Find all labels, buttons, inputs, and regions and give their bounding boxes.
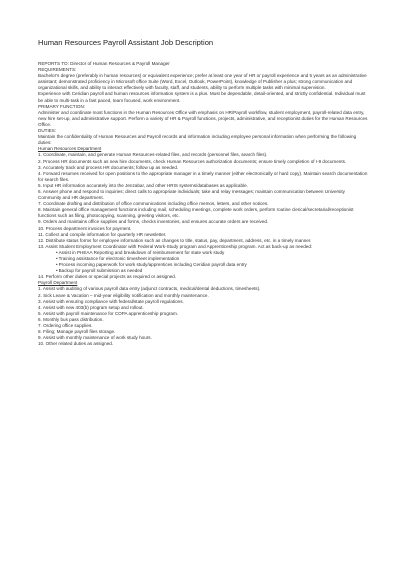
bullet-item: • Training assistance for electronic timesheet implementation <box>38 256 369 262</box>
list-item: 7. Ordering office supplies. <box>38 323 93 329</box>
list-item: 6. Answer phone and respond to inquiries; direct calls to appropriate individuals; take and relay messages; maintain communication between University Community and HR department. <box>38 188 345 201</box>
list-item: 14. Perform other duties or special projects as required or assigned. <box>38 274 177 280</box>
requirements-text-2: Experience with Ceridian payroll and human resources information system is a plus. Must be dependable, detail-oriented, and strictly confidential. Individual must be able to multi-task in a fast paced, team focused, work environment. <box>38 91 366 103</box>
document-title: Human Resources Payroll Assistant Job Description <box>38 38 214 47</box>
list-item: 5. Assist with payroll maintenance for COPA apprenticeship program. <box>38 310 179 316</box>
list-item: 7. Coordinate drafting and distribution of office communications including office memos, letters, and other notices. <box>38 201 269 207</box>
duties-intro: Maintain the confidentiality of Human Resources and Payroll records and information including employee personal information when performing the following duties: <box>38 134 357 146</box>
payroll-department-section <box>38 280 369 347</box>
list-item: 11. Collect and compile information for quarterly HR newsletter. <box>38 231 167 237</box>
hr-department-section <box>38 146 369 280</box>
list-item: 3. Accurately track and process HR documents; follow up as needed. <box>38 164 179 170</box>
hr-department-heading: Human Resources Department <box>38 146 102 152</box>
bullet-item: • Backup for payroll submission as needed <box>38 268 369 274</box>
list-item: 10. Other related duties as assigned. <box>38 341 114 347</box>
list-item: 1. Coordinate, maintain, and generate Human Resources-related files, and records (personnel files, search files). <box>38 152 268 158</box>
list-item: 2. Sick Leave & Vacation – mid-year eligibility notification and monthly maintenance. <box>38 292 209 298</box>
list-item: 4. Assist with new 403(b) program setup and rollout. <box>38 304 144 310</box>
list-item: 9. Assist with monthly maintenance of work study hours. <box>38 335 152 341</box>
reports-to-line: REPORTS TO: Director of Human Resources & Payroll Manager <box>38 61 170 66</box>
list-item: 10. Process department invoices for payment. <box>38 225 132 231</box>
list-item: 2. Process HR documents such as new hire documents, check Human Resources authorization documents; ensure timely completion of I-9 documents. <box>38 158 347 164</box>
list-item: 8. Filing; Manage payroll files storage. <box>38 329 116 335</box>
list-item: 1. Assist with auditing of various payroll data entry (adjunct contracts, medical/dental deductions, timesheets). <box>38 286 261 292</box>
bullet-item: • Assist in PHEAA Reporting and breakdown of reimbursement for state work study <box>38 250 369 256</box>
requirements-heading: REQUIREMENTS: <box>38 67 77 73</box>
list-item: 9. Orders and maintains office supplies and forms, checks inventories, and ensures accurate orders are received. <box>38 219 269 225</box>
list-item: 13. Assist Student Employment Coordinator with Federal Work-Study program and Apprenticeship program. Act as back-up as needed: <box>38 243 313 249</box>
list-item: 4. Forward resumes received for open positions to the appropriate manager in a timely manner (either electronically or hard copy). Maintain search documentation for search files. <box>38 170 368 182</box>
bullet-item: • Process incoming paperwork for work study/apprentices including Ceridian payroll data entry <box>38 262 369 268</box>
primary-function-text: Administer and coordinate most functions in the Human Resources Office with emphasis on HR/Payroll workflow, student employment, payroll-related data entry, new hire set-up, and administrative support. Perform a variety of HR & Payroll functions, projects, administrative, and receptionist duties for the Human Resources Office. <box>38 109 368 127</box>
requirements-text: Bachelor's degree (preferably in human resources) or equivalent experience; prefer at least one year of HR or payroll experience and 5 years as an administrative assistant; demonstrated proficiency in Microsoft office Suite (Word, Excel, Outlook, PowerPoint), knowledge of Publisher a plus; strong communication and organizational skills, and ability to interact effectively with faculty, staff, and students, ability to perform multiple tasks with minimal supervision. <box>38 73 367 91</box>
list-item: 8. Maintain general office management functions including mail, scheduling meetings, complete work orders, perform routine clerical/secretarial/receptionist functions such as filing, photocopying, scanning, greeting visitors, etc. <box>38 207 354 219</box>
list-item: 6. Monthly bus pass distribution. <box>38 316 104 322</box>
header-section <box>38 61 369 146</box>
primary-function-heading: PRIMARY FUNCTION: <box>38 103 86 109</box>
list-item: 3. Assist with ensuring compliance with federal/state payroll regulations. <box>38 298 184 304</box>
payroll-department-heading: Payroll Department <box>38 280 78 286</box>
duties-heading: DUTIES: <box>38 128 57 134</box>
list-item: 5. Input HR information accurately into the Jenzabar, and other HRIS systems/databases as applicable. <box>38 182 248 188</box>
list-item: 12. Distribute status forms for employee information such as changes to title, status, pay, department, address, etc. in a timely manner. <box>38 237 312 243</box>
